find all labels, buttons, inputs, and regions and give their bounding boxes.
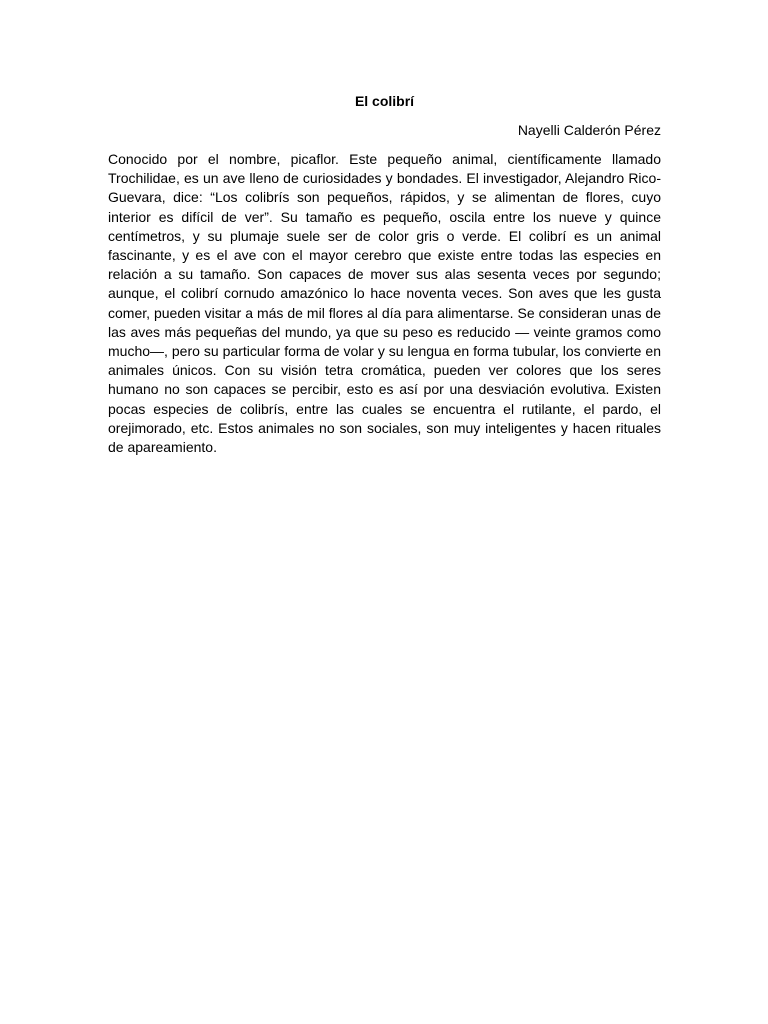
document-author: Nayelli Calderón Pérez [517,122,661,138]
document-title: El colibrí [354,93,415,109]
body-paragraph: Conocido por el nombre, picaflor. Este pequeño animal, científicamente llamado Trochilidae, es un ave lleno de curiosidades y bondades. El investigador, Alejandro Rico-Guevara, dice: “Los colibrís son pequeños, rápidos, y se alimentan de flores, cuyo interior es difícil de ver”. Su tamaño es pequeño, oscila entre los nueve y quince centímetros, y su plumaje suele ser de color gris o verde. El colibrí es un animal fascinante, y es el ave con el mayor cerebro que existe entre todas las especies en relación a su tamaño. Son capaces de mover sus alas sesenta veces por segundo; aunque, el colibrí cornudo amazónico lo hace noventa veces. Son aves que les gusta comer, pueden visitar a más de mil flores al día para alimentarse. Se consideran unas de las aves más pequeñas del mundo, ya que su peso es reducido — veinte gramos como mucho—, pero su particular forma de volar y su lengua en forma tubular, los convierte en animales únicos. Con su visión tetra cromática, pueden ver colores que los seres humano no son capaces se percibir, esto es así por una desviación evolutiva. Existen pocas especies de colibrís, entre las cuales se encuentra el rutilante, el pardo, el orejimorado, etc. Estos animales no son sociales, son muy inteligentes y hacen rituales de apareamiento. [108,151,661,456]
